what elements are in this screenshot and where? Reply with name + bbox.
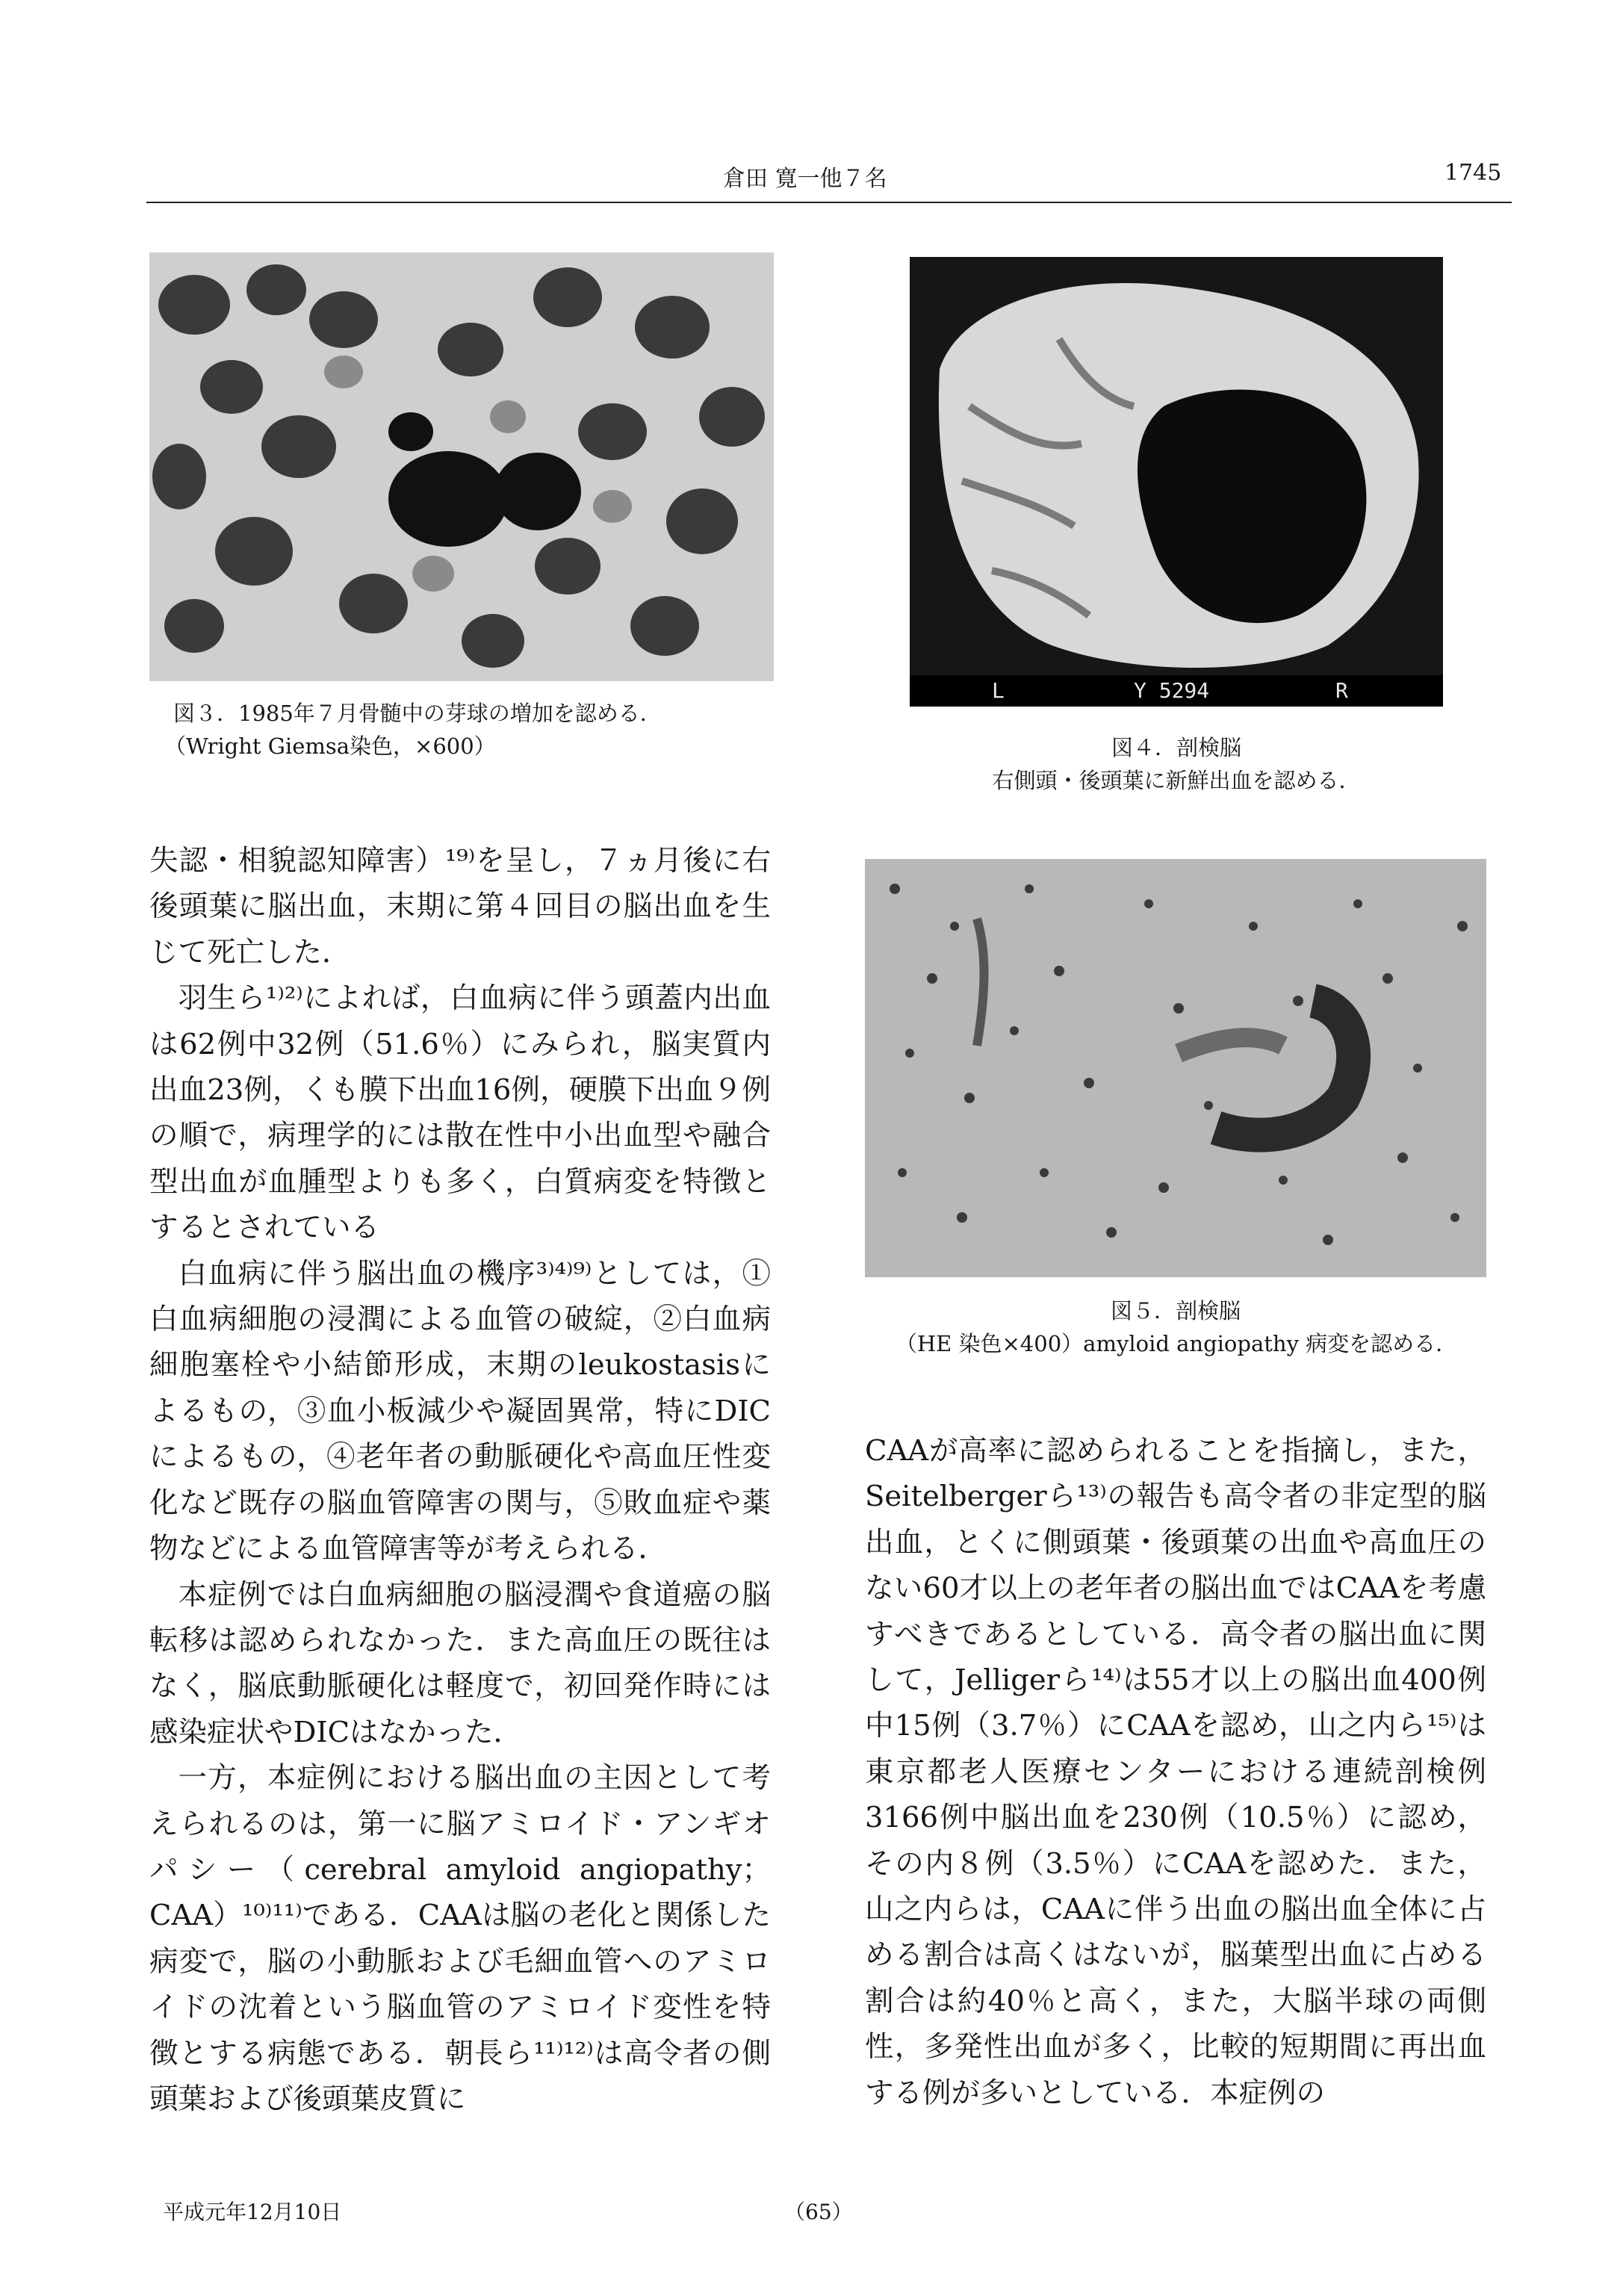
figure-3-micrograph xyxy=(149,252,774,681)
figure-4-photograph xyxy=(910,257,1443,707)
left-column xyxy=(149,838,771,2122)
figure-5-caption-line2: （HE 染色×400）amyloid angiopathy 病変を認める． xyxy=(895,1331,1458,1356)
footer-page-marker: （65） xyxy=(784,2200,853,2224)
left-paragraph-5: 一方，本症例における脳出血の主因として考えられるのは，第一に脳アミロイド・アンギオパシー（cerebral amyloid angiopathy；CAA）¹⁰⁾¹¹⁾である．CAAは脳の老化と関係した病変で，脳の小動脈および毛細血管へのアミロイドの沈着という脳血管のアミロイド変性を特徴とする病態である．朝長ら¹¹⁾¹²⁾は高令者の側頭葉および後頭葉皮質に xyxy=(149,1761,771,2116)
figure-5-caption-line1: 図５．剖検脳 xyxy=(1110,1298,1241,1324)
figure-4-label-specimen: Y 5294 xyxy=(1134,678,1210,703)
figure-4-caption-line2: 右側頭・後頭葉に新鮮出血を認める． xyxy=(992,768,1361,793)
left-paragraph-3: 白血病に伴う脳出血の機序³⁾⁴⁾⁹⁾としては，①白血病細胞の浸潤による血管の破綻，②白血病細胞塞栓や小結節形成，末期のleukostasisによるもの，③血小板減少や凝固異常，特にDICによるもの，④老年者の動脈硬化や高血圧性変化など既存の脳血管障害の関与，⑤敗血症や薬物などによる血管障害等が考えられる． xyxy=(149,1256,771,1566)
figure-4-label-right: R xyxy=(1335,678,1348,703)
figure-4-label-left: L xyxy=(992,678,1005,703)
figure-5-micrograph xyxy=(865,859,1486,1277)
left-paragraph-1: 失認・相貌認知障害）¹⁹⁾を呈し，７ヵ月後に右後頭葉に脳出血，末期に第４回目の脳出血を生じて死亡した． xyxy=(149,844,771,969)
left-paragraph-4: 本症例では白血病細胞の脳浸潤や食道癌の脳転移は認められなかった．また高血圧の既往はなく，脳底動脈硬化は軽度で，初回発作時には感染症状やDICはなかった． xyxy=(149,1577,771,1749)
running-header-authors: 倉田 寛一他７名 xyxy=(723,166,887,192)
page-number: 1745 xyxy=(1444,160,1502,186)
left-paragraph-2: 羽生ら¹⁾²⁾によれば，白血病に伴う頭蓋内出血は62例中32例（51.6％）にみられ，脳実質内出血23例，くも膜下出血16例，硬膜下出血９例の順で，病理学的には散在性中小出血型や融合型出血が血腫型よりも多く，白質病変を特徴とするとされている xyxy=(149,981,771,1245)
footer-date: 平成元年12月10日 xyxy=(163,2200,342,2224)
figure-3-caption-line2: （Wright Giemsa染色，×600） xyxy=(164,733,496,759)
header-rule xyxy=(146,202,1512,203)
right-paragraph-1: CAAが高率に認められることを指摘し，また，Seitelbergerら¹³⁾の報告も高令者の非定型的脳出血，とくに側頭葉・後頭葉の出血や高血圧のない60才以上の老年者の脳出血ではCAAを考慮すべきであるとしている．高令者の脳出血に関して，Jelligerら¹⁴⁾は55才以上の脳出血400例中15例（3.7％）にCAAを認め，山之内ら¹⁵⁾は東京都老人医療センターにおける連続剖検例3166例中脳出血を230例（10.5％）に認め，その内８例（3.5％）にCAAを認めた．また，山之内らは，CAAに伴う出血の脳出血全体に占める割合は高くはないが，脳葉型出血に占める割合は約40％と高く，また，大脳半球の両側性，多発性出血が多く，比較的短期間に再出血する例が多いとしている．本症例の xyxy=(865,1434,1486,2110)
right-column xyxy=(865,1428,1486,2116)
figure-3-caption-line1: 図３．1985年７月骨髄中の芽球の増加を認める． xyxy=(173,701,662,726)
figure-4-caption-line1: 図４．剖検脳 xyxy=(1111,735,1241,760)
